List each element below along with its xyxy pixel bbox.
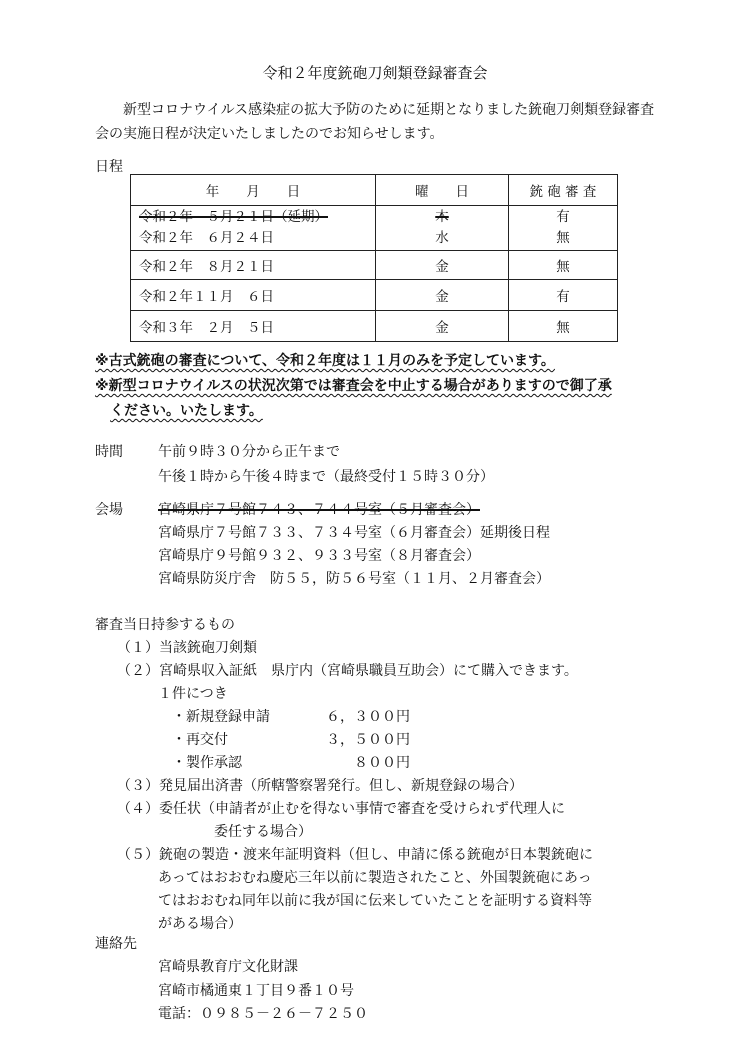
venue-line: 宮崎県庁９号館９３２、９３３号室（８月審査会） [158, 548, 480, 564]
bring-item: （４）委任状（申請者が止むを得ない事情で審査を受けられず代理人に [117, 801, 565, 817]
table-cell-date [131, 206, 376, 251]
venue-line: 宮崎県庁７号館７３３、７３４号室（６月審査会）延期後日程 [158, 525, 550, 541]
header-date: 年 月 日 [131, 175, 376, 206]
cancelled-date: 令和２年 ５月２１日（延期） [139, 209, 328, 225]
venue-label: 会場 [95, 502, 123, 518]
note-cancellation-cont: ください。いたします。 [110, 403, 263, 419]
fee-amount: ８００円 [354, 755, 410, 771]
table-row [131, 206, 618, 251]
note-cancellation: ※新型コロナウイルスの状況次第では審査会を中止する場合がありますので御了承 [95, 378, 612, 394]
table-row [131, 280, 618, 311]
table-row [131, 311, 618, 342]
bring-item-cont: あってはおおむね慶応三年以前に製造されたこと、外国製銃砲にあっ [158, 870, 592, 886]
note-antique-guns: ※古式銃砲の審査について、令和２年度は１１月のみを予定しています。 [95, 353, 555, 369]
table-header-row [131, 175, 618, 206]
contact-label: 連絡先 [95, 936, 137, 952]
bring-item: （５）銃砲の製造・渡来年証明資料（但し、申請に係る銃砲が日本製銃砲に [117, 847, 593, 863]
table-cell-date: 令和３年 ２月 ５日 [131, 311, 376, 342]
contact-address: 宮崎市橘通東１丁目９番１０号 [158, 983, 354, 999]
table-cell-day [376, 206, 509, 251]
bring-item-cont: 委任する場合） [214, 824, 312, 840]
fee-amount: ３，５００円 [326, 732, 410, 748]
header-day: 曜 日 [376, 175, 509, 206]
fee-name: ・新規登録申請 [172, 709, 270, 725]
table-cell-check: 無 [509, 311, 618, 342]
contact-org: 宮崎県教育庁文化財課 [158, 959, 298, 975]
intro-paragraph: 新型コロナウイルス感染症の拡大予防のために延期となりました銃砲刀剣類登録審査会の実施日程が決定いたしましたのでお知らせします。 [95, 102, 655, 142]
table-cell-date: 令和２年１１月 ６日 [131, 280, 376, 311]
bring-item-cont: がある場合） [158, 916, 242, 932]
time-label: 時間 [95, 444, 123, 460]
contact-phone: 電話：０９８５－２６－７２５０ [158, 1006, 368, 1022]
bring-item: （２）宮崎県収入証紙 県庁内（宮崎県職員互助会）にて購入できます。 [117, 663, 578, 679]
fee-name: ・製作承認 [172, 755, 242, 771]
cancelled-day: 木 [435, 209, 449, 225]
table-cell-date: 令和２年 ８月２１日 [131, 251, 376, 280]
table-cell-day: 金 [376, 280, 509, 311]
postponed-date: 令和２年 ６月２４日 [139, 230, 274, 246]
table-cell-check: 無 [509, 251, 618, 280]
table-cell-day: 金 [376, 251, 509, 280]
header-check: 銃 砲 審 査 [509, 175, 618, 206]
bring-label: 審査当日持参するもの [95, 617, 235, 633]
cancelled-check: 有 [556, 209, 570, 225]
time-line-2: 午後１時から午後４時まで（最終受付１５時３０分） [158, 469, 494, 485]
venue-line: 宮崎県防災庁舎 防５５，防５６号室（１１月、２月審査会） [158, 571, 550, 587]
table-cell-check [509, 206, 618, 251]
postponed-check: 無 [556, 230, 570, 246]
page-title: 令和２年度銃砲刀剣類登録審査会 [262, 64, 488, 82]
venue-line-cancelled: 宮崎県庁７号館７４３、７４４号室（５月審査会） [158, 502, 480, 518]
bring-item-cont: てはおおむね同年以前に我が国に伝来していたことを証明する資料等 [158, 893, 592, 909]
schedule-table [130, 174, 618, 342]
table-cell-check: 有 [509, 280, 618, 311]
bring-item: （１）当該銃砲刀剣類 [117, 640, 257, 656]
postponed-day: 水 [435, 230, 449, 246]
bring-item: （３）発見届出済書（所轄警察署発行。但し、新規登録の場合） [117, 778, 523, 794]
time-line-1: 午前９時３０分から正午まで [158, 444, 340, 460]
fee-amount: ６，３００円 [326, 709, 410, 725]
table-row [131, 251, 618, 280]
per-case-label: １件につき [158, 686, 228, 702]
schedule-label: 日程 [95, 159, 123, 175]
fee-name: ・再交付 [172, 732, 228, 748]
table-cell-day: 金 [376, 311, 509, 342]
